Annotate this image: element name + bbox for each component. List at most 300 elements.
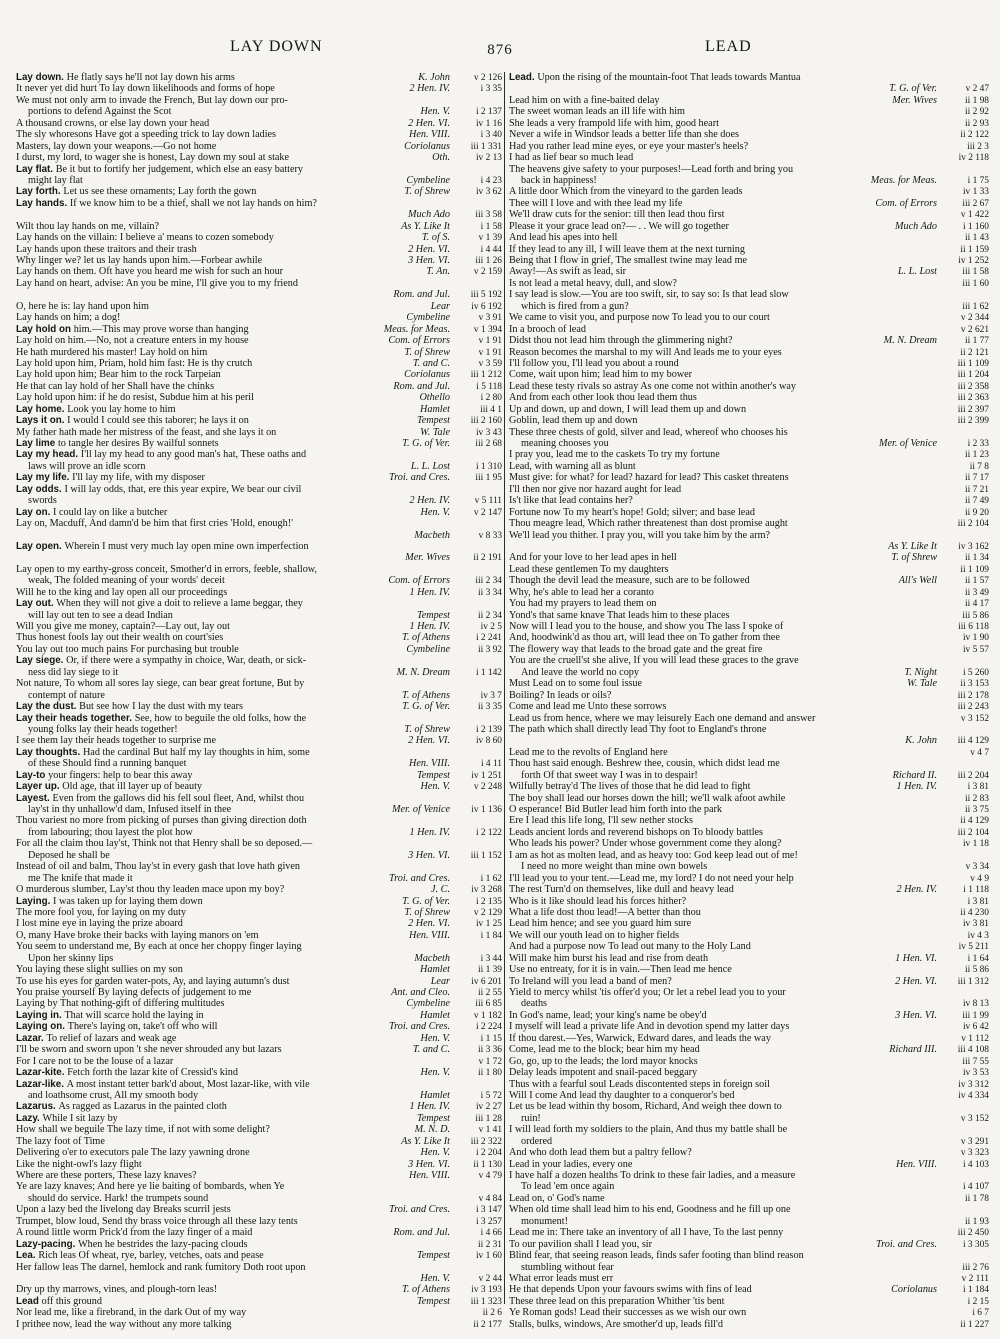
quotation-text: Lazarus. As ragged as Lazarus in the painted cloth xyxy=(16,1101,227,1113)
column-divider xyxy=(504,72,505,1304)
concordance-line xyxy=(16,758,502,769)
play-reference: As Y. Like It xyxy=(888,540,937,552)
act-scene-line: i 4 66 xyxy=(480,1228,502,1239)
quotation-text: If thou darest.—Yes, Warwick, Edward dares, and leads the way xyxy=(509,1032,771,1044)
quotation-text: O murderous slumber, Lay'st thou thy leaden mace upon my boy? xyxy=(16,884,285,896)
headword: Lead. xyxy=(509,72,538,83)
concordance-line xyxy=(509,976,989,987)
headword: Lay out. xyxy=(16,598,57,610)
quotation-text: Will I come And lead thy daughter to a conqueror's bed xyxy=(509,1089,735,1101)
act-scene-line: iii 1 58 xyxy=(962,267,989,278)
play-reference: 2 Hen. VI. xyxy=(408,918,450,930)
quotation-text: A round little worm Prick'd from the lazy finger of a maid xyxy=(16,1227,253,1239)
play-reference: 2 Hen. IV. xyxy=(896,884,937,896)
quotation-text: Lead us from hence, where we may leisurely Each one demand and answer xyxy=(509,712,816,724)
act-scene-line: i 3 305 xyxy=(962,1239,989,1250)
play-reference: Rom. and Jul. xyxy=(393,1227,450,1239)
act-scene-line: i 1 84 xyxy=(480,930,502,941)
concordance-line xyxy=(509,690,989,701)
act-scene-line: v 3 34 xyxy=(965,862,989,873)
quotation-text: Layer up. Old age, that ill layer up of beauty xyxy=(16,781,203,793)
concordance-line xyxy=(509,507,989,518)
concordance-line xyxy=(509,1021,989,1032)
quotation-text: Lazar-like. A most instant tetter bark'd about, Most lazar-like, with vile xyxy=(16,1078,310,1090)
concordance-line xyxy=(509,804,989,815)
act-scene-line: v 1 112 xyxy=(961,1033,989,1044)
play-reference: Lear xyxy=(430,300,450,312)
act-scene-line: iii 1 95 xyxy=(475,473,502,484)
act-scene-line: iii 2 104 xyxy=(957,827,989,838)
concordance-line xyxy=(16,552,502,563)
concordance-line xyxy=(16,141,502,152)
act-scene-line: ii 3 153 xyxy=(960,679,989,690)
concordance-line xyxy=(16,655,502,666)
act-scene-line: ii 1 159 xyxy=(960,244,989,255)
act-scene-line: v 3 59 xyxy=(478,358,502,369)
quotation-text: What a life dost thou lead!—A better than thou xyxy=(509,906,701,918)
quotation-text: Lazar. To relief of lazars and weak age xyxy=(16,1032,177,1044)
concordance-line xyxy=(509,713,989,724)
quotation-text: I'll then nor give nor hazard aught for lead xyxy=(509,483,682,495)
concordance-line xyxy=(509,735,989,746)
concordance-line xyxy=(509,278,989,289)
headword: Lay odds. xyxy=(16,483,65,495)
act-scene-line: iii 2 76 xyxy=(962,1262,989,1273)
concordance-line xyxy=(509,381,989,392)
play-reference: Coriolanus xyxy=(404,140,450,152)
act-scene-line: iv 3 162 xyxy=(958,541,989,552)
concordance-line xyxy=(16,701,502,712)
concordance-line xyxy=(16,861,502,872)
play-reference: Mer. of Venice xyxy=(879,438,937,449)
concordance-line xyxy=(16,95,502,106)
act-scene-line: i 2 204 xyxy=(475,1148,502,1159)
quotation-text: And from each other look thou lead them thus xyxy=(509,392,697,404)
quotation-text: To Ireland will you lead a band of men? xyxy=(509,975,672,987)
act-scene-line: iii 1 62 xyxy=(962,301,989,312)
concordance-line xyxy=(509,541,989,552)
quotation-text: And lead his apes into hell xyxy=(509,232,618,244)
act-scene-line: iv 6 192 xyxy=(471,301,502,312)
quotation-text: Come, lead me to the block; bear him my head xyxy=(509,1044,700,1056)
play-reference: T. of Shrew xyxy=(404,346,450,358)
play-reference: Lear xyxy=(430,975,450,987)
play-reference: 1 Hen. IV. xyxy=(409,586,450,598)
quotation-text: Lead, with warning all as blunt xyxy=(509,460,636,472)
act-scene-line: ii 1 34 xyxy=(965,553,989,564)
concordance-line xyxy=(16,1250,502,1261)
quotation-text: of these Should find a running banquet xyxy=(28,758,187,770)
quotation-text: Lead in your ladies, every one xyxy=(509,1158,633,1170)
quotation-text: Lay odds. I will lay odds, that, ere this year expire, We bear our civil xyxy=(16,483,302,495)
quotation-text: Is not lead a metal heavy, dull, and slow? xyxy=(509,277,677,289)
act-scene-line: iv 4 3 xyxy=(967,930,989,941)
concordance-line xyxy=(16,392,502,403)
act-scene-line: ii 2 55 xyxy=(478,988,502,998)
act-scene-line: iii 2 399 xyxy=(957,416,989,427)
concordance-line xyxy=(509,827,989,838)
quotation-text: You seem to understand me, By each at once her choppy finger laying xyxy=(16,941,302,953)
quotation-text: will lay out ten to see a dead Indian xyxy=(28,609,173,621)
concordance-line xyxy=(16,1181,502,1192)
act-scene-line: ii 7 17 xyxy=(965,473,989,484)
act-scene-line: v 4 9 xyxy=(970,873,989,884)
act-scene-line: ii 4 129 xyxy=(960,816,989,827)
play-reference: T. and C. xyxy=(412,357,450,369)
quotation-text: Lay hand on heart, advise: An you be mine, I'll give you to my friend xyxy=(16,277,298,289)
quotation-text: Lay down. He flatly says he'll not lay down his arms xyxy=(16,72,235,83)
play-reference: Cymbeline xyxy=(406,312,450,324)
quotation-text: young folks lay their heads together! xyxy=(28,723,178,735)
concordance-line xyxy=(16,598,502,609)
quotation-text: I prithee now, lead the way without any more talking xyxy=(16,1318,232,1330)
concordance-line xyxy=(16,884,502,895)
act-scene-line: v 4 79 xyxy=(478,1171,502,1181)
concordance-line xyxy=(509,621,989,632)
quotation-text: Blind fear, that seeing reason leads, finds safer footing than blind reason xyxy=(509,1250,804,1262)
act-scene-line: i 5 118 xyxy=(476,381,502,392)
concordance-line xyxy=(509,427,989,438)
quotation-text: I'll be sworn and sworn upon 't she never shrouded any but lazars xyxy=(16,1044,282,1056)
quotation-text: I had as lief bear so much lead xyxy=(509,152,634,164)
concordance-line xyxy=(509,1067,989,1078)
act-scene-line: iv 1 25 xyxy=(475,919,502,930)
act-scene-line: i 2 80 xyxy=(480,393,502,404)
act-scene-line: iv 3 62 xyxy=(475,187,502,198)
quotation-text: I have half a dozen healths To drink to these fair ladies, and a measure xyxy=(509,1170,796,1181)
concordance-line xyxy=(509,472,989,483)
act-scene-line: ii 1 227 xyxy=(960,1319,989,1330)
act-scene-line: i 1 58 xyxy=(480,221,502,232)
act-scene-line: iii 6 118 xyxy=(958,622,989,632)
act-scene-line: i 1 75 xyxy=(967,175,989,186)
concordance-line xyxy=(16,976,502,987)
quotation-text: Who is it like should lead his forces hither? xyxy=(509,895,687,907)
concordance-line xyxy=(509,106,989,117)
act-scene-line: ii 2 93 xyxy=(965,118,989,129)
concordance-line xyxy=(509,918,989,929)
act-scene-line: iii 2 450 xyxy=(957,1228,989,1239)
play-reference: T. of Shrew xyxy=(404,186,450,198)
quotation-text: Lea. Rich leas Of wheat, rye, barley, vetches, oats and pease xyxy=(16,1250,264,1262)
quotation-text: To our pavilion shall I lead you, sir xyxy=(509,1238,653,1250)
play-reference: T. and C. xyxy=(412,1044,450,1056)
concordance-line xyxy=(16,735,502,746)
act-scene-line: v 5 111 xyxy=(474,496,502,507)
quotation-text: Let us be lead within thy bosom, Richard, And weigh thee down to xyxy=(509,1101,782,1113)
quotation-text: Lead me to the revolts of England here xyxy=(509,746,668,758)
concordance-line xyxy=(16,1113,502,1124)
concordance-line xyxy=(509,1262,989,1273)
headword: Lay-to xyxy=(16,769,49,781)
quotation-text: Delivering o'er to executors pale The lazy yawning drone xyxy=(16,1147,250,1159)
quotation-text: Will make him burst his lead and rise from death xyxy=(509,952,709,964)
concordance-line xyxy=(509,358,989,369)
concordance-line xyxy=(509,678,989,689)
play-reference: As Y. Like It xyxy=(401,1135,450,1147)
concordance-line xyxy=(509,255,989,266)
quotation-text: Come and lead me Unto these sorrows xyxy=(509,701,667,713)
quotation-text: It never yet did hurt To lay down likelihoods and forms of hope xyxy=(16,83,275,95)
concordance-line xyxy=(509,564,989,575)
concordance-line xyxy=(509,164,989,175)
headword: Lazy-pacing. xyxy=(16,1238,79,1250)
concordance-line xyxy=(509,484,989,495)
quotation-text: Deposed he shall be xyxy=(28,849,110,861)
quotation-text: Ye Roman gods! Lead their successes as we wish our own xyxy=(509,1307,747,1319)
headword: Lay siege. xyxy=(16,655,67,667)
concordance-line xyxy=(509,289,989,300)
act-scene-line: i 1 142 xyxy=(475,667,502,678)
quotation-text: To lead 'em once again xyxy=(521,1181,615,1193)
act-scene-line: iv 2 5 xyxy=(480,622,502,632)
concordance-line xyxy=(16,930,502,941)
concordance-line xyxy=(16,266,502,277)
quotation-text: The more fool you, for laying on my duty xyxy=(16,906,187,918)
concordance-line xyxy=(16,118,502,129)
concordance-line xyxy=(509,964,989,975)
concordance-line xyxy=(16,484,502,495)
act-scene-line: v 2 248 xyxy=(473,782,502,793)
concordance-line xyxy=(509,449,989,460)
quotation-text: Lay hold upon him, Priam, hold him fast: He is thy crutch xyxy=(16,357,253,369)
concordance-line xyxy=(16,232,502,243)
concordance-line xyxy=(16,964,502,975)
play-reference: 2 Hen. IV. xyxy=(409,495,450,507)
quotation-text: I see them lay their heads together to surprise me xyxy=(16,735,217,747)
concordance-line xyxy=(16,438,502,449)
concordance-line xyxy=(509,655,989,666)
quotation-text: He that depends Upon your favours swims with fins of lead xyxy=(509,1284,752,1296)
quotation-text: Come, wait upon him; lead him to my bower xyxy=(509,369,693,381)
play-reference: 1 Hen. VI. xyxy=(895,952,937,964)
act-scene-line: iii 4 1 xyxy=(480,404,502,415)
act-scene-line: iv 3 193 xyxy=(471,1285,502,1296)
quotation-text: Masters, lay down your weapons.—Go not home xyxy=(16,140,217,152)
play-reference: 3 Hen. VI. xyxy=(408,849,450,861)
quotation-text: How shall we beguile The lazy time, if not with some delight? xyxy=(16,1124,270,1136)
act-scene-line: iv 4 334 xyxy=(958,1090,989,1101)
quotation-text: Lay open. Wherein I must very much lay open mine own imperfection xyxy=(16,540,309,552)
act-scene-line: iii 6 85 xyxy=(475,999,502,1010)
concordance-line xyxy=(16,518,502,529)
concordance-line xyxy=(509,1239,989,1250)
concordance-line xyxy=(509,884,989,895)
concordance-line xyxy=(16,678,502,689)
quotation-text: If they lead to any ill, I will leave them at the next turning xyxy=(509,243,745,255)
quotation-text: You had my prayers to lead them on xyxy=(509,598,657,610)
concordance-line xyxy=(509,438,989,449)
play-reference: Hen. VIII. xyxy=(408,1170,450,1181)
quotation-text: Leads ancient lords and reverend bishops on To bloody battles xyxy=(509,826,764,838)
quotation-text: from labouring; thou layest the plot how xyxy=(28,826,193,838)
concordance-line xyxy=(509,369,989,380)
concordance-line xyxy=(509,793,989,804)
concordance-line xyxy=(16,72,502,83)
act-scene-line: iii 2 358 xyxy=(957,381,989,392)
headword: Lazar. xyxy=(16,1032,47,1044)
concordance-line xyxy=(16,838,502,849)
play-reference: Troi. and Cres. xyxy=(389,1021,450,1033)
quotation-text: We must not only arm to invade the French, But lay down our pro- xyxy=(16,94,288,106)
act-scene-line: ii 1 98 xyxy=(965,95,989,106)
concordance-line xyxy=(509,587,989,598)
concordance-line xyxy=(509,266,989,277)
left-column xyxy=(16,72,502,1330)
play-reference: Much Ado xyxy=(408,209,450,221)
concordance-line xyxy=(509,1147,989,1158)
concordance-line xyxy=(509,1250,989,1261)
quotation-text: Not nature, To whom all sores lay siege, can bear great fortune, But by xyxy=(16,678,305,690)
act-scene-line: iv 3 268 xyxy=(471,885,502,896)
act-scene-line: v 1 182 xyxy=(473,1010,502,1021)
play-reference: Macbeth xyxy=(414,952,450,964)
quotation-text: Thou hast said enough. Beshrew thee, cousin, which didst lead me xyxy=(509,758,780,770)
quotation-text: Must Lead on to some foul issue xyxy=(509,678,642,690)
act-scene-line: v 2 621 xyxy=(960,324,989,335)
act-scene-line: i 1 62 xyxy=(480,873,502,884)
act-scene-line: iv 3 43 xyxy=(475,427,502,438)
quotation-text: You praise yourself By laying defects of judgement to me xyxy=(16,987,252,998)
quotation-text: The sly whoresons Have got a speeding trick to lay down ladies xyxy=(16,129,277,141)
headword: Laying in. xyxy=(16,1009,65,1021)
play-reference: Rom. and Jul. xyxy=(393,380,450,392)
quotation-text: Lazar-kite. Fetch forth the lazar kite of Cressid's kind xyxy=(16,1067,238,1079)
act-scene-line: ii 1 39 xyxy=(478,965,502,976)
play-reference: Hamlet xyxy=(420,964,450,976)
quotation-text: For all the claim thou lay'st, Think not that Henry shall be so deposed.— xyxy=(16,838,313,850)
quotation-text: Lay siege. Or, if there were a sympathy in choice, War, death, or sick- xyxy=(16,655,307,667)
headword: Lay my life. xyxy=(16,472,73,484)
act-scene-line: iv 3 7 xyxy=(480,690,502,701)
quotation-text: Go, go, up to the leads; the lord mayor knocks xyxy=(509,1055,698,1067)
concordance-line xyxy=(16,427,502,438)
quotation-text: and loathsome crust, All my smooth body xyxy=(28,1089,199,1101)
act-scene-line: ii 2 6 xyxy=(482,1308,502,1319)
play-reference: Mer. Wives xyxy=(892,94,937,106)
headword: Lazy. xyxy=(16,1112,43,1124)
concordance-line xyxy=(16,244,502,255)
play-reference: Rom. and Jul. xyxy=(393,289,450,301)
quotation-text: Lay hands on them. Oft have you heard me wish for such an hour xyxy=(16,266,284,278)
act-scene-line: v 1 39 xyxy=(478,233,502,244)
concordance-line xyxy=(509,1204,989,1215)
play-reference: Othello xyxy=(419,392,450,404)
quotation-text: Dry up thy marrows, vines, and plough-torn leas! xyxy=(16,1284,218,1296)
quotation-text: Why linger we? let us lay hands upon him.—Forbear awhile xyxy=(16,255,263,266)
concordance-line xyxy=(16,987,502,998)
play-reference: Much Ado xyxy=(895,220,937,232)
play-reference: T. G. of Ver. xyxy=(402,895,450,907)
headword: Lay flat. xyxy=(16,163,56,175)
concordance-line xyxy=(16,541,502,552)
quotation-text: Will you give me money, captain?—Lay out, lay out xyxy=(16,621,230,632)
concordance-line xyxy=(509,1136,989,1147)
concordance-line xyxy=(509,404,989,415)
concordance-line xyxy=(16,1273,502,1284)
play-reference: M. N. Dream xyxy=(396,666,450,678)
quotation-text: Laying on. There's laying on, take't off who will xyxy=(16,1021,218,1033)
act-scene-line: i 5 260 xyxy=(962,667,989,678)
concordance-line xyxy=(509,907,989,918)
concordance-line xyxy=(16,918,502,929)
act-scene-line: iii 1 109 xyxy=(957,358,989,369)
concordance-line xyxy=(16,781,502,792)
concordance-line xyxy=(509,598,989,609)
quotation-text: Thou meagre lead, Which rather threatenest than dost promise aught xyxy=(509,518,788,530)
act-scene-line: ii 7 21 xyxy=(965,484,989,495)
headword: Laying. xyxy=(16,895,54,907)
act-scene-line: iv 6 42 xyxy=(962,1022,989,1033)
quotation-text: I'll lead you to your tent.—Lead me, my lord? I do not need your help xyxy=(509,872,794,884)
act-scene-line: ii 2 177 xyxy=(473,1319,502,1330)
act-scene-line: i 1 118 xyxy=(963,885,989,896)
concordance-line xyxy=(16,175,502,186)
act-scene-line: iv 3 81 xyxy=(962,919,989,930)
act-scene-line: ii 2 31 xyxy=(478,1239,502,1250)
headword: Lay their heads together. xyxy=(16,712,135,724)
quotation-text: Though the devil lead the measure, such are to be followed xyxy=(509,575,750,587)
quotation-text: You are the cruell'st she alive, If you will lead these graces to the grave xyxy=(509,655,799,667)
play-reference: Tempest xyxy=(416,1295,450,1307)
quotation-text: monument! xyxy=(521,1215,568,1227)
quotation-text: Boiling? In leads or oils? xyxy=(509,689,612,701)
act-scene-line: ii 4 230 xyxy=(960,907,989,918)
act-scene-line: i 1 64 xyxy=(967,953,989,964)
act-scene-line: v 2 344 xyxy=(960,313,989,324)
quotation-text: Lay the dust. But see how I lay the dust with my tears xyxy=(16,701,243,713)
quotation-text: Lead him on with a fine-baited delay xyxy=(509,94,660,106)
quotation-text: me The knife that made it xyxy=(28,872,133,884)
concordance-line xyxy=(509,221,989,232)
concordance-line xyxy=(16,404,502,415)
play-reference: Mer. Wives xyxy=(405,552,450,564)
play-reference: Hen. V. xyxy=(420,1272,450,1284)
quotation-text: which is fired from a gun? xyxy=(521,300,629,312)
concordance-line xyxy=(509,930,989,941)
concordance-line xyxy=(16,1090,502,1101)
concordance-line xyxy=(509,198,989,209)
quotation-text: Upon her skinny lips xyxy=(28,952,114,964)
concordance-line xyxy=(16,358,502,369)
act-scene-line: iv 3 312 xyxy=(958,1079,989,1090)
play-reference: T. of Athens xyxy=(401,632,450,644)
act-scene-line: iv 5 57 xyxy=(962,644,989,655)
play-reference: 3 Hen. VI. xyxy=(408,1158,450,1170)
concordance-line xyxy=(16,381,502,392)
concordance-line xyxy=(16,1136,502,1147)
concordance-line xyxy=(509,244,989,255)
play-reference: Tempest xyxy=(416,609,450,621)
play-reference: Coriolanus xyxy=(404,369,450,381)
play-reference: Tempest xyxy=(416,1250,450,1262)
act-scene-line: v 1 91 xyxy=(478,336,502,347)
act-scene-line: i 3 35 xyxy=(480,84,502,95)
concordance-line xyxy=(16,324,502,335)
act-scene-line: iv 2 13 xyxy=(475,153,502,164)
play-reference: Hen. V. xyxy=(420,1147,450,1159)
act-scene-line: iv 1 252 xyxy=(958,256,989,266)
act-scene-line: iii 2 322 xyxy=(470,1136,502,1147)
act-scene-line: ii 1 23 xyxy=(965,450,989,461)
concordance-line xyxy=(509,1056,989,1067)
headword: Lay lime xyxy=(16,438,58,449)
concordance-line xyxy=(16,507,502,518)
play-reference: Tempest xyxy=(416,415,450,427)
quotation-text: You lay out too much pains For purchasing but trouble xyxy=(16,643,239,655)
act-scene-line: v 4 7 xyxy=(970,747,989,758)
act-scene-line: iii 4 129 xyxy=(957,736,989,747)
